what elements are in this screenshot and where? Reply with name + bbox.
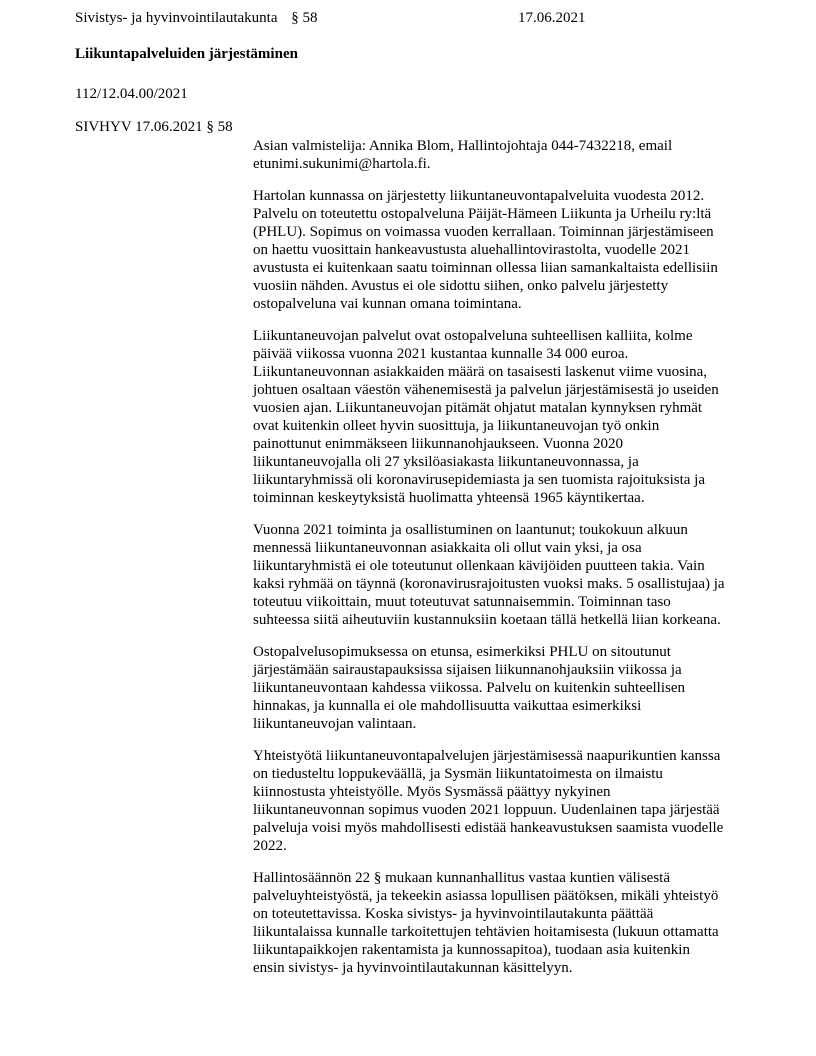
body-paragraph: Hallintosäännön 22 § mukaan kunnanhallitus vastaa kuntien välisestä palveluyhteistyöstä, ja tekeekin asiassa lopullisen päätöksen, mikäli yhteistyö on toteutettavissa. Koska sivistys- ja hyvinvointilautakunta päättää liikuntalaissa kunnalle tarkoitettujen tehtävien hoitamisesta (lukuun ottamatta liikuntapaikkojen rakentamista ja kunnossapitoa), tuodaan asia kuitenkin ensin sivistys- ja hyvinvointilautakunnan käsittelyyn.	[253, 870, 719, 976]
case-number: 112/12.04.00/2021	[75, 86, 188, 102]
body-paragraph: Vuonna 2021 toiminta ja osallistuminen on laantunut; toukokuun alkuun mennessä liikuntaneuvonnan asiakkaita oli ollut vain yksi, ja osa liikuntaryhmistä ei ole toteutunut ollenkaan kävijöiden puutteen takia. Vain kaksi ryhmää on täynnä (koronavirusrajoitusten vuoksi maks. 5 osallistujaa) ja toteutuu viikoittain, muut toteutuvat satunnaisemmin. Toiminnan taso suhteessa siitä aiheutuviin kustannuksiin koetaan tällä hetkellä liian korkeana.	[253, 522, 725, 628]
body-paragraph: Ostopalvelusopimuksessa on etunsa, esimerkiksi PHLU on sitoutunut järjestämään sairaustapauksissa sijaisen liikunnanohjauksiin viikossa ja liikuntaneuvontaan kahdessa viikossa. Palvelu on kuitenkin suhteellisen hinnakas, ja kunnalla ei ole mahdollisuutta vaikuttaa esimerkiksi liikuntaneuvojan valintaan.	[253, 644, 686, 732]
preparer-line: Asian valmistelija: Annika Blom, Hallintojohtaja 044-7432218, email etunimi.sukunimi@hartola.fi.	[253, 138, 673, 172]
decision-reference: SIVHYV 17.06.2021 § 58	[75, 119, 233, 135]
document-body	[253, 137, 725, 977]
body-paragraph: Liikuntaneuvojan palvelut ovat ostopalveluna suhteellisen kalliita, kolme päivää viikossa vuonna 2021 kustantaa kunnalle 34 000 euroa. Liikuntaneuvonnan asiakkaiden määrä on tasaisesti laskenut viime vuosina, johtuen osaltaan väestön vähenemisestä ja palvelun järjestämisestä jo useiden vuosien ajan. Liikuntaneuvojan pitämät ohjatut matalan kynnyksen ryhmät ovat kuitenkin olleet hyvin suosittuja, ja liikuntaneuvojan työ onkin painottunut enimmäkseen liikunnanohjaukseen. Vuonna 2020 liikuntaneuvojalla oli 27 yksilöasiakasta liikuntaneuvonnassa, ja liikuntaryhmissä oli koronavirusepidemiasta ja sen tuomista rajoituksista ja toiminnan keskeytyksistä huolimatta yhteensä 1965 käyntikertaa.	[253, 328, 719, 506]
body-paragraph: Yhteistyötä liikuntaneuvontapalvelujen järjestämisessä naapurikuntien kanssa on tiedusteltu loppukeväällä, ja Sysmän liikuntatoimesta on ilmaistu kiinnostusta yhteistyölle. Myös Sysmässä päättyy nykyinen liikuntaneuvonnan sopimus vuoden 2021 loppuun. Uudenlainen tapa järjestää palveluja voisi myös mahdollisesti edistää hankeavustuksen saamista vuodelle 2022.	[253, 748, 724, 854]
page-title: Liikuntapalveluiden järjestäminen	[75, 46, 298, 62]
committee-line	[75, 10, 318, 26]
body-paragraphs	[253, 187, 725, 977]
body-paragraph: Hartolan kunnassa on järjestetty liikuntaneuvontapalveluita vuodesta 2012. Palvelu on toteutettu ostopalveluna Päijät-Hämeen Liikunta ja Urheilu ry:ltä (PHLU). Sopimus on voimassa vuoden kerrallaan. Toiminnan järjestämiseen on haettu vuosittain hankeavustusta aluehallintovirastolta, vuodelle 2021 avustusta ei kuitenkaan saatu toiminnan ollessa liian samankaltaista edellisiin vuosiin nähden. Avustus ei ole sidottu siihen, onko palvelu järjestetty ostopalveluna vai kunnan omana toimintana.	[253, 188, 718, 312]
section-number: § 58	[291, 10, 318, 26]
document-header	[0, 0, 816, 27]
header-date: 17.06.2021	[518, 10, 586, 26]
committee-name: Sivistys- ja hyvinvointilautakunta	[75, 10, 278, 26]
